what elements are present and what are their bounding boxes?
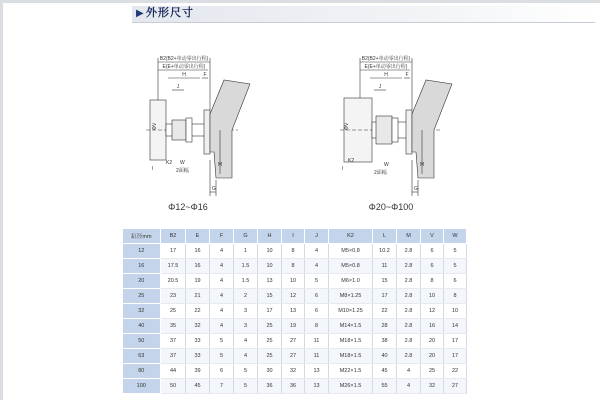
label-g: G: [414, 186, 418, 192]
table-cell: 8: [282, 259, 305, 274]
label-f: F: [405, 72, 409, 78]
table-cell: 17: [373, 289, 397, 304]
label-e: E(E+单动零出行程): [364, 64, 408, 70]
table-cell: 13: [258, 274, 282, 289]
label-v: ΦV: [152, 122, 158, 130]
table-cell: 32: [186, 319, 210, 334]
label-k2: K2: [166, 160, 173, 166]
table-cell: 12: [282, 289, 305, 304]
table-cell: 8: [305, 319, 329, 334]
table-cell: 13: [305, 364, 329, 379]
table-cell: 19: [282, 319, 305, 334]
table-cell: 10: [421, 289, 444, 304]
table-cell: 6: [305, 289, 329, 304]
table-cell: 4: [210, 319, 234, 334]
table-cell: 4: [234, 349, 258, 364]
header-l: L: [373, 229, 397, 244]
label-i: I: [342, 166, 344, 172]
label-w: W: [180, 160, 185, 166]
table-cell: M14×1.5: [329, 319, 373, 334]
table-cell: 2.8: [397, 244, 421, 259]
table-cell: 50: [161, 379, 186, 394]
table-cell: 2.8: [397, 304, 421, 319]
caption-large-bore: Φ20~Φ100: [368, 202, 414, 212]
table-cell: 20: [421, 334, 444, 349]
header-j: J: [305, 229, 329, 244]
table-cell: 4: [210, 244, 234, 259]
header-v: V: [421, 229, 444, 244]
bore-cell: 32: [123, 304, 161, 319]
table-cell: 10: [444, 304, 467, 319]
table-row: [123, 289, 467, 304]
header-g: G: [234, 229, 258, 244]
table-cell: 4: [305, 244, 329, 259]
table-row: [123, 304, 467, 319]
dimension-diagram-small-bore: [128, 40, 268, 205]
table-cell: 5: [444, 244, 467, 259]
table-cell: 45: [186, 379, 210, 394]
table-cell: 16: [186, 259, 210, 274]
table-cell: 27: [282, 349, 305, 364]
table-cell: 19: [186, 274, 210, 289]
table-cell: 6: [210, 364, 234, 379]
header-bore: 缸径mm: [123, 229, 161, 244]
table-cell: 11: [305, 349, 329, 364]
table-cell: 32: [282, 364, 305, 379]
table-cell: 15: [258, 289, 282, 304]
table-cell: 36: [282, 379, 305, 394]
label-f: F: [203, 72, 207, 78]
caption-small-bore: Φ12~Φ16: [168, 202, 208, 212]
table-cell: 25: [258, 319, 282, 334]
table-cell: 4: [397, 379, 421, 394]
label-v: ΦV: [344, 122, 350, 130]
table-cell: 2.8: [397, 319, 421, 334]
table-cell: 17: [444, 349, 467, 364]
table-cell: 5: [444, 259, 467, 274]
table-cell: 22: [444, 364, 467, 379]
table-cell: 1.5: [234, 274, 258, 289]
label-j: J: [378, 84, 382, 90]
table-cell: 2.8: [397, 349, 421, 364]
table-cell: 10: [258, 259, 282, 274]
table-header-row: [123, 229, 467, 244]
table-cell: 8: [282, 244, 305, 259]
table-cell: 38: [373, 334, 397, 349]
table-cell: 6: [305, 304, 329, 319]
table-cell: 5: [210, 334, 234, 349]
table-cell: 4: [397, 364, 421, 379]
label-m: M: [420, 162, 425, 168]
table-cell: 36: [258, 379, 282, 394]
dimension-diagram-large-bore: [334, 40, 474, 205]
table-row: [123, 259, 467, 274]
table-cell: 6: [444, 274, 467, 289]
table-cell: 21: [186, 289, 210, 304]
header-f: F: [210, 229, 234, 244]
table-cell: 2.8: [397, 334, 421, 349]
table-cell: M6×1.0: [329, 274, 373, 289]
table-cell: 20.5: [161, 274, 186, 289]
bore-cell: 63: [123, 349, 161, 364]
table-cell: M5×0.8: [329, 244, 373, 259]
dimension-table: [122, 228, 467, 394]
bore-cell: 25: [123, 289, 161, 304]
header-w: W: [444, 229, 467, 244]
bore-cell: 20: [123, 274, 161, 289]
bore-cell: 50: [123, 334, 161, 349]
table-cell: 40: [373, 349, 397, 364]
table-cell: 15: [373, 274, 397, 289]
table-cell: 27: [444, 379, 467, 394]
table-cell: 10: [258, 244, 282, 259]
table-cell: 7: [210, 379, 234, 394]
table-row: [123, 364, 467, 379]
table-cell: 37: [161, 334, 186, 349]
table-cell: 3: [234, 304, 258, 319]
table-cell: M26×1.5: [329, 379, 373, 394]
table-cell: M10×1.25: [329, 304, 373, 319]
table-cell: M18×1.5: [329, 334, 373, 349]
label-flats: 2面幅: [176, 168, 189, 174]
table-cell: 4: [305, 259, 329, 274]
header-m: M: [397, 229, 421, 244]
table-cell: 13: [305, 379, 329, 394]
table-cell: 2: [234, 289, 258, 304]
table-cell: 33: [186, 334, 210, 349]
table-cell: 23: [161, 289, 186, 304]
label-h: H: [384, 72, 388, 78]
table-cell: 37: [161, 349, 186, 364]
table-cell: M18×1.5: [329, 349, 373, 364]
table-cell: 12: [421, 304, 444, 319]
header-h: H: [258, 229, 282, 244]
label-b2: B2(B2+单动零出行程): [361, 56, 411, 62]
triangle-arrow-icon: ▶: [136, 8, 144, 19]
bore-cell: 16: [123, 259, 161, 274]
table-row: [123, 334, 467, 349]
label-i: I: [152, 166, 154, 172]
label-h: H: [182, 72, 186, 78]
table-cell: 6: [421, 259, 444, 274]
table-cell: 14: [444, 319, 467, 334]
table-body: [123, 244, 467, 394]
table-cell: 4: [210, 304, 234, 319]
bore-cell: 80: [123, 364, 161, 379]
header-b2: B2: [161, 229, 186, 244]
table-cell: 20: [421, 349, 444, 364]
table-cell: M22×1.5: [329, 364, 373, 379]
table-cell: 22: [186, 304, 210, 319]
table-cell: 44: [161, 364, 186, 379]
table-cell: 2.8: [397, 289, 421, 304]
table-cell: 22: [373, 304, 397, 319]
table-cell: 35: [161, 319, 186, 334]
table-row: [123, 319, 467, 334]
table-cell: 17: [258, 304, 282, 319]
table-cell: 5: [234, 379, 258, 394]
table-cell: 8: [444, 289, 467, 304]
table-cell: 5: [210, 349, 234, 364]
label-m: M: [218, 162, 223, 168]
table-cell: 4: [210, 274, 234, 289]
label-flats: 2面幅: [374, 170, 387, 176]
label-b2: B2(B2+单动零出行程): [159, 56, 209, 62]
table-cell: 16: [421, 319, 444, 334]
table-cell: 39: [186, 364, 210, 379]
table-cell: 30: [258, 364, 282, 379]
table-cell: 4: [210, 259, 234, 274]
table-cell: 25: [421, 364, 444, 379]
table-cell: 5: [305, 274, 329, 289]
table-cell: 10.2: [373, 244, 397, 259]
table-cell: 25: [258, 349, 282, 364]
diagram-small-svg: [128, 40, 268, 200]
table-row: [123, 274, 467, 289]
table-cell: 17.5: [161, 259, 186, 274]
header-i: I: [282, 229, 305, 244]
header-e: E: [186, 229, 210, 244]
label-w: W: [384, 162, 389, 168]
diagram-large-svg: [334, 40, 474, 200]
table-cell: 1.5: [234, 259, 258, 274]
bore-cell: 40: [123, 319, 161, 334]
bore-cell: 12: [123, 244, 161, 259]
label-e: E(E+单动零出行程): [162, 64, 206, 70]
table-cell: 10: [282, 274, 305, 289]
section-title: 外形尺寸: [146, 7, 194, 19]
table-cell: 3: [234, 319, 258, 334]
table-cell: 25: [258, 334, 282, 349]
table-cell: M8×1.25: [329, 289, 373, 304]
table-cell: 1: [234, 244, 258, 259]
table-row: [123, 379, 467, 394]
table-cell: 11: [373, 259, 397, 274]
table-cell: 4: [234, 334, 258, 349]
table-cell: 32: [421, 379, 444, 394]
table-cell: 2.8: [397, 259, 421, 274]
table-cell: 6: [421, 244, 444, 259]
table-cell: M5×0.8: [329, 259, 373, 274]
section-header: [132, 6, 595, 23]
table-cell: 8: [421, 274, 444, 289]
table-cell: 5: [234, 364, 258, 379]
label-j: J: [176, 84, 180, 90]
frame-top-border: [0, 0, 600, 3]
table-cell: 11: [305, 334, 329, 349]
bore-cell: 100: [123, 379, 161, 394]
table-cell: 17: [444, 334, 467, 349]
table-cell: 27: [282, 334, 305, 349]
table-cell: 13: [282, 304, 305, 319]
table-cell: 45: [373, 364, 397, 379]
label-k2: K2: [348, 158, 355, 164]
label-g: G: [212, 186, 216, 192]
table-cell: 33: [186, 349, 210, 364]
frame-left-border: [0, 0, 3, 400]
table-cell: 25: [161, 304, 186, 319]
table-cell: 55: [373, 379, 397, 394]
header-k2: K2: [329, 229, 373, 244]
table-row: [123, 349, 467, 364]
table-cell: 17: [161, 244, 186, 259]
table-row: [123, 244, 467, 259]
table-cell: 16: [186, 244, 210, 259]
table-cell: 2.8: [397, 274, 421, 289]
table-cell: 28: [373, 319, 397, 334]
table-cell: 4: [210, 289, 234, 304]
